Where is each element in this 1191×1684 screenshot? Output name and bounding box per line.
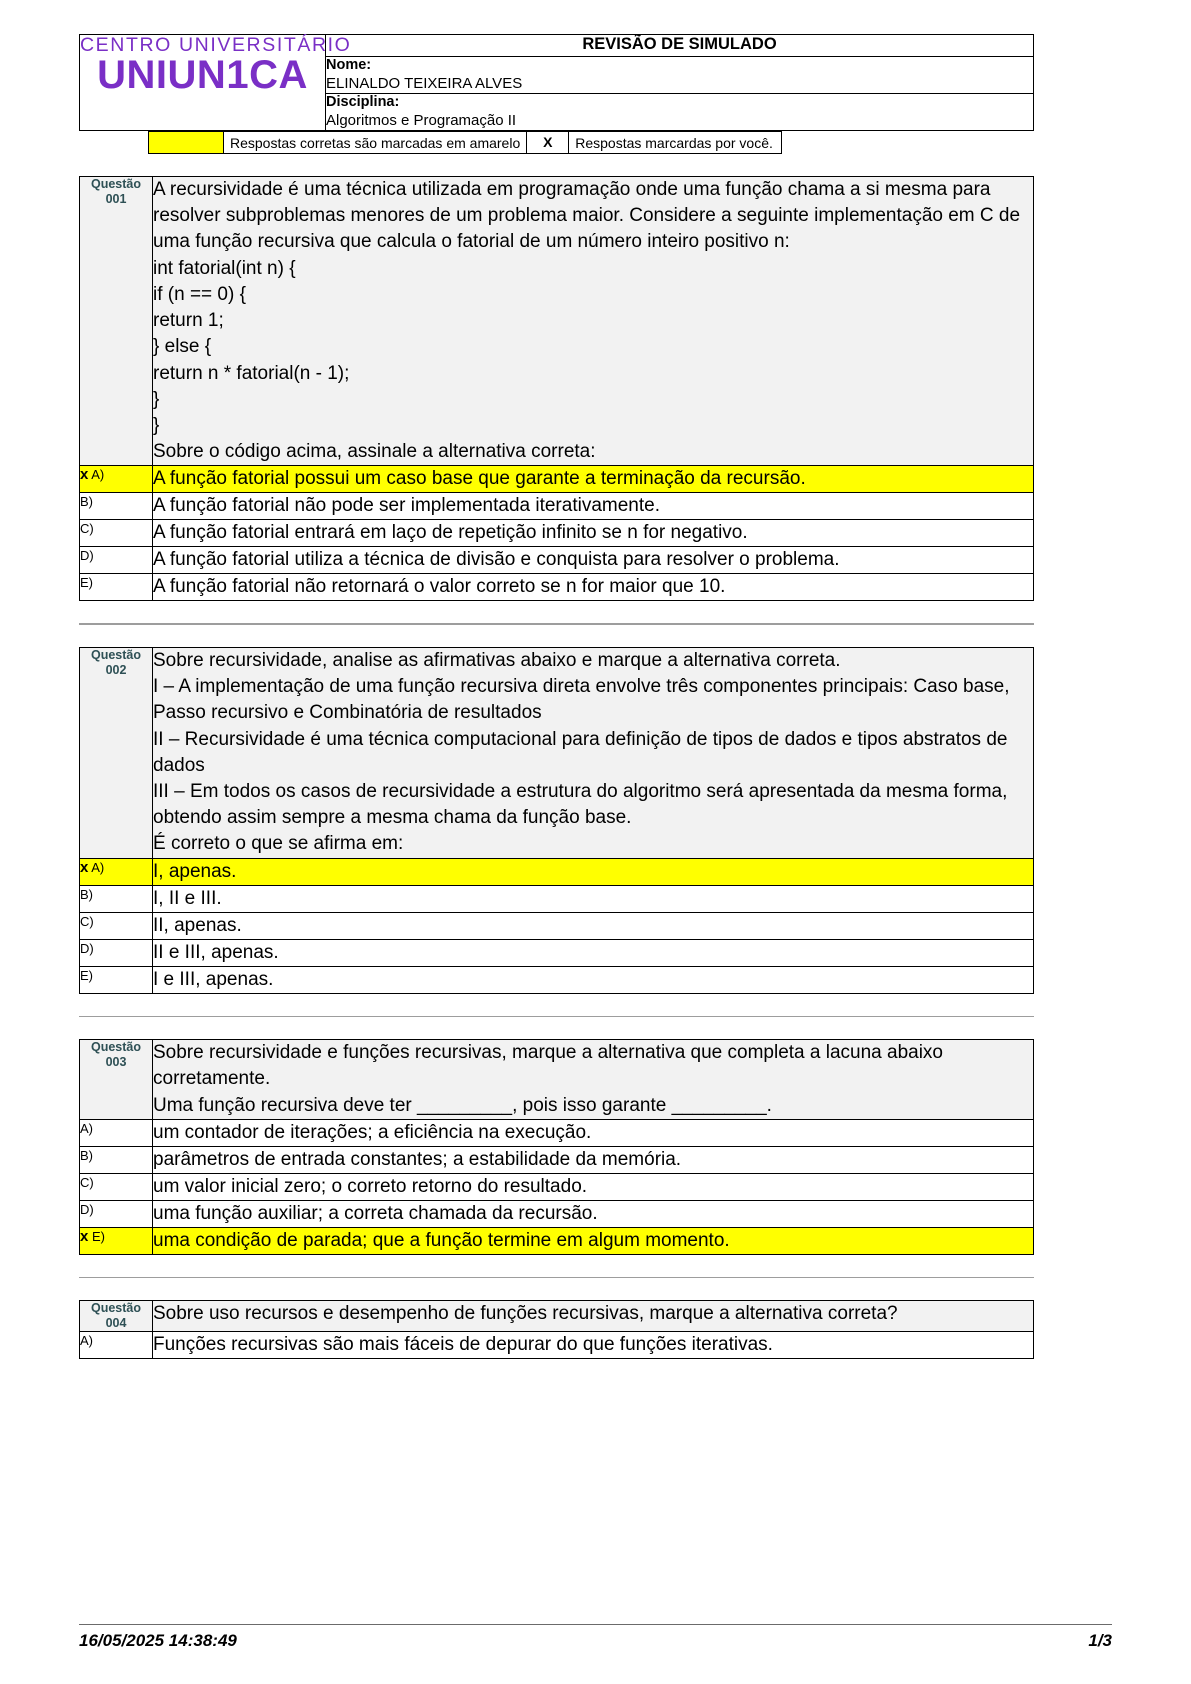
selected-answer-x-icon: x <box>80 466 89 484</box>
logo-bottom-text: UNIUN1CA <box>97 53 308 98</box>
page-title: REVISÃO DE SIMULADO <box>326 35 1034 57</box>
question-number-label: Questão <box>90 1301 141 1316</box>
question-stem-line: Uma função recursiva deve ter _________, pois isso garante _________. <box>153 1094 772 1116</box>
alternative-letter-inner <box>80 548 94 563</box>
alternative-letter: B) <box>80 494 93 510</box>
alternative-letter: E) <box>80 967 93 983</box>
logo-top-text: CENTRO UNIVERSITÁRIO <box>80 34 352 56</box>
alternative-text[interactable]: A função fatorial não pode ser implementada iterativamente. <box>153 493 1034 520</box>
question-stem-row <box>80 1040 1034 1120</box>
question-stem-line: III – Em todos os casos de recursividade a estrutura do algoritmo será apresentada da mesma forma, obtendo assim sempre a mesma chama da função base. <box>153 780 1013 829</box>
discipline-label: Disciplina: <box>326 93 400 110</box>
alternative-text[interactable]: II e III, apenas. <box>153 939 1034 966</box>
alternative-text[interactable]: parâmetros de entrada constantes; a estabilidade da memória. <box>153 1146 1034 1173</box>
alternative-row[interactable] <box>80 966 1034 993</box>
question-block <box>79 647 1034 994</box>
legend-correct-text: Respostas corretas são marcadas em amarelo <box>224 131 527 154</box>
alternative-text[interactable]: I, II e III. <box>153 885 1034 912</box>
alternative-row[interactable] <box>80 493 1034 520</box>
question-stem-line: int fatorial(int n) { <box>153 257 296 279</box>
footer-page-number: 1/3 <box>1088 1631 1112 1650</box>
question-stem-line: II – Recursividade é uma técnica computacional para definição de tipos de dados e tipos abstratos de dados <box>153 728 1013 776</box>
alternative-letter-inner <box>80 860 104 875</box>
alternative-letter-inner <box>80 467 104 482</box>
question-stem-line: É correto o que se afirma em: <box>153 833 404 855</box>
alternative-row[interactable] <box>80 1146 1034 1173</box>
alternative-row[interactable] <box>80 1173 1034 1200</box>
alternative-letter: A) <box>80 1332 93 1348</box>
alternative-text[interactable]: Funções recursivas são mais fáceis de depurar do que funções iterativas. <box>153 1331 1034 1358</box>
alternative-row[interactable] <box>80 520 1034 547</box>
alternative-letter-inner <box>80 887 93 902</box>
alternative-letter-inner <box>80 494 93 509</box>
footer-timestamp: 16/05/2025 14:38:49 <box>79 1631 237 1650</box>
alternative-letter-inner <box>80 1333 93 1348</box>
question-stem-line: return 1; <box>153 310 224 332</box>
alternative-letter-inner <box>80 1148 93 1163</box>
alternative-row[interactable] <box>80 1200 1034 1227</box>
question-number-cell <box>80 1040 153 1120</box>
alternative-letter-cell[interactable] <box>80 885 153 912</box>
alternative-letter-cell[interactable] <box>80 966 153 993</box>
question-number-cell <box>80 176 153 465</box>
alternative-letter-cell[interactable] <box>80 547 153 574</box>
alternative-letter: C) <box>80 1174 94 1190</box>
alternative-row[interactable] <box>80 547 1034 574</box>
alternative-text[interactable]: uma função auxiliar; a correta chamada da recursão. <box>153 1200 1034 1227</box>
alternative-text[interactable]: A função fatorial entrará em laço de repetição infinito se n for negativo. <box>153 520 1034 547</box>
alternative-text[interactable]: A função fatorial possui um caso base que garante a terminação da recursão. <box>153 466 1034 493</box>
alternative-letter: E) <box>80 575 93 591</box>
question-stem-line: Sobre recursividade e funções recursivas, marque a alternativa que completa a lacuna abaixo corretamente. <box>153 1042 949 1090</box>
questions-container <box>79 176 1112 1359</box>
student-name-label: Nome: <box>326 57 372 73</box>
alternative-letter-inner <box>80 914 94 929</box>
alternative-letter-cell[interactable] <box>80 912 153 939</box>
question-number-label: Questão <box>90 176 141 191</box>
alternative-letter-cell[interactable] <box>80 574 153 601</box>
alternative-letter: C) <box>80 521 94 537</box>
question-stem-row <box>80 647 1034 858</box>
alternative-letter-inner <box>80 941 94 956</box>
question-stem-line: Sobre recursividade, analise as afirmativas abaixo e marque a alternativa correta. <box>153 649 841 671</box>
alternative-row[interactable] <box>80 1227 1034 1254</box>
alternative-letter: D) <box>80 940 94 956</box>
alternative-row[interactable] <box>80 858 1034 885</box>
alternative-text[interactable]: I, apenas. <box>153 858 1034 885</box>
alternative-row[interactable] <box>80 885 1034 912</box>
question-stem-line: Sobre o código acima, assinale a alternativa correta: <box>153 441 596 463</box>
question-number-value: 001 <box>105 191 127 206</box>
alternative-row[interactable] <box>80 939 1034 966</box>
question-stem-text <box>153 1040 1034 1120</box>
question-stem-line: I – A implementação de uma função recursiva direta envolve três componentes principais: Caso base, Passo recursivo e Combinatória de resultados <box>153 676 1015 724</box>
page-footer <box>79 1624 1112 1652</box>
question-number-cell <box>80 647 153 858</box>
question-separator <box>79 623 1034 625</box>
alternative-letter-cell[interactable] <box>80 466 153 493</box>
alternative-letter: D) <box>80 548 94 564</box>
alternative-row[interactable] <box>80 1331 1034 1358</box>
question-stem-line: } else { <box>153 336 212 358</box>
discipline-field <box>326 93 1034 130</box>
question-number-value: 002 <box>105 662 127 677</box>
question-block <box>79 1300 1034 1359</box>
alternative-text[interactable]: um valor inicial zero; o correto retorno do resultado. <box>153 1173 1034 1200</box>
question-stem-line: if (n == 0) { <box>153 283 246 305</box>
alternative-text[interactable]: A função fatorial utiliza a técnica de divisão e conquista para resolver o problema. <box>153 547 1034 574</box>
alternative-letter: B) <box>80 886 93 902</box>
legend-bar <box>79 131 1034 154</box>
alternative-letter: A) <box>91 859 105 875</box>
question-stem-row <box>80 176 1034 465</box>
alternative-letter-inner <box>80 575 93 590</box>
alternative-letter-inner <box>80 1121 93 1136</box>
alternative-letter-cell[interactable] <box>80 1146 153 1173</box>
document-header <box>79 34 1034 131</box>
alternative-letter-cell[interactable] <box>80 1173 153 1200</box>
question-number-label: Questão <box>90 1040 141 1055</box>
question-stem-text <box>153 176 1034 465</box>
alternative-letter: B) <box>80 1147 93 1163</box>
student-name-value: ELINALDO TEIXEIRA ALVES <box>326 74 523 92</box>
alternative-letter-inner <box>80 1202 94 1217</box>
legend-yellow-swatch <box>148 131 224 154</box>
alternative-text[interactable]: I e III, apenas. <box>153 966 1034 993</box>
alternative-letter-inner <box>80 521 94 536</box>
alternative-letter-inner <box>80 968 93 983</box>
question-stem-line: } <box>153 414 160 436</box>
alternative-row[interactable] <box>80 574 1034 601</box>
question-stem-line: return n * fatorial(n - 1); <box>153 362 350 384</box>
alternative-letter: E) <box>91 1228 105 1244</box>
legend-marked-text: Respostas marcardas por você. <box>569 131 782 154</box>
question-stem-text <box>153 1301 1034 1332</box>
question-stem-line: A recursividade é uma técnica utilizada em programação onde uma função chama a si mesma para resolver subproblemas menores de um problema maior. Considere a seguinte implementação em C de uma função recursiva que calcula o fatorial de um número inteiro positivo n: <box>153 178 1026 253</box>
question-block <box>79 1039 1034 1255</box>
discipline-value: Algoritmos e Programação II <box>326 111 517 129</box>
alternative-letter: A) <box>80 1120 93 1136</box>
question-block <box>79 176 1034 601</box>
question-separator <box>79 1277 1034 1279</box>
alternative-letter: C) <box>80 913 94 929</box>
selected-answer-x-icon: x <box>80 1227 89 1245</box>
alternative-letter-cell[interactable] <box>80 493 153 520</box>
alternative-letter: A) <box>91 467 105 483</box>
alternative-text[interactable]: uma condição de parada; que a função termine em algum momento. <box>153 1227 1034 1254</box>
alternative-letter-cell[interactable] <box>80 939 153 966</box>
alternative-text[interactable]: um contador de iterações; a eficiência na execução. <box>153 1119 1034 1146</box>
alternative-row[interactable] <box>80 912 1034 939</box>
alternative-letter-cell[interactable] <box>80 858 153 885</box>
alternative-letter-cell[interactable] <box>80 520 153 547</box>
alternative-row[interactable] <box>80 466 1034 493</box>
question-number-label: Questão <box>90 647 141 662</box>
alternative-text[interactable]: A função fatorial não retornará o valor correto se n for maior que 10. <box>153 574 1034 601</box>
question-stem-line: Sobre uso recursos e desempenho de funções recursivas, marque a alternativa correta? <box>153 1303 898 1325</box>
legend-spacer <box>79 131 148 154</box>
legend-x-mark: X <box>527 131 569 154</box>
alternative-text[interactable]: II, apenas. <box>153 912 1034 939</box>
alternative-letter-inner <box>80 1229 105 1244</box>
question-stem-row <box>80 1301 1034 1332</box>
question-stem-line: } <box>153 388 160 410</box>
question-number-value: 003 <box>105 1054 127 1069</box>
alternative-row[interactable] <box>80 1119 1034 1146</box>
question-number-cell <box>80 1301 153 1332</box>
question-number-value: 004 <box>105 1316 127 1331</box>
question-separator <box>79 1016 1034 1018</box>
selected-answer-x-icon: x <box>80 858 89 876</box>
alternative-letter-cell[interactable] <box>80 1119 153 1146</box>
alternative-letter-cell[interactable] <box>80 1331 153 1358</box>
alternative-letter-cell[interactable] <box>80 1227 153 1254</box>
question-stem-text <box>153 647 1034 858</box>
alternative-letter-inner <box>80 1175 94 1190</box>
alternative-letter: D) <box>80 1201 94 1217</box>
alternative-letter-cell[interactable] <box>80 1200 153 1227</box>
student-name-field <box>326 57 1034 94</box>
